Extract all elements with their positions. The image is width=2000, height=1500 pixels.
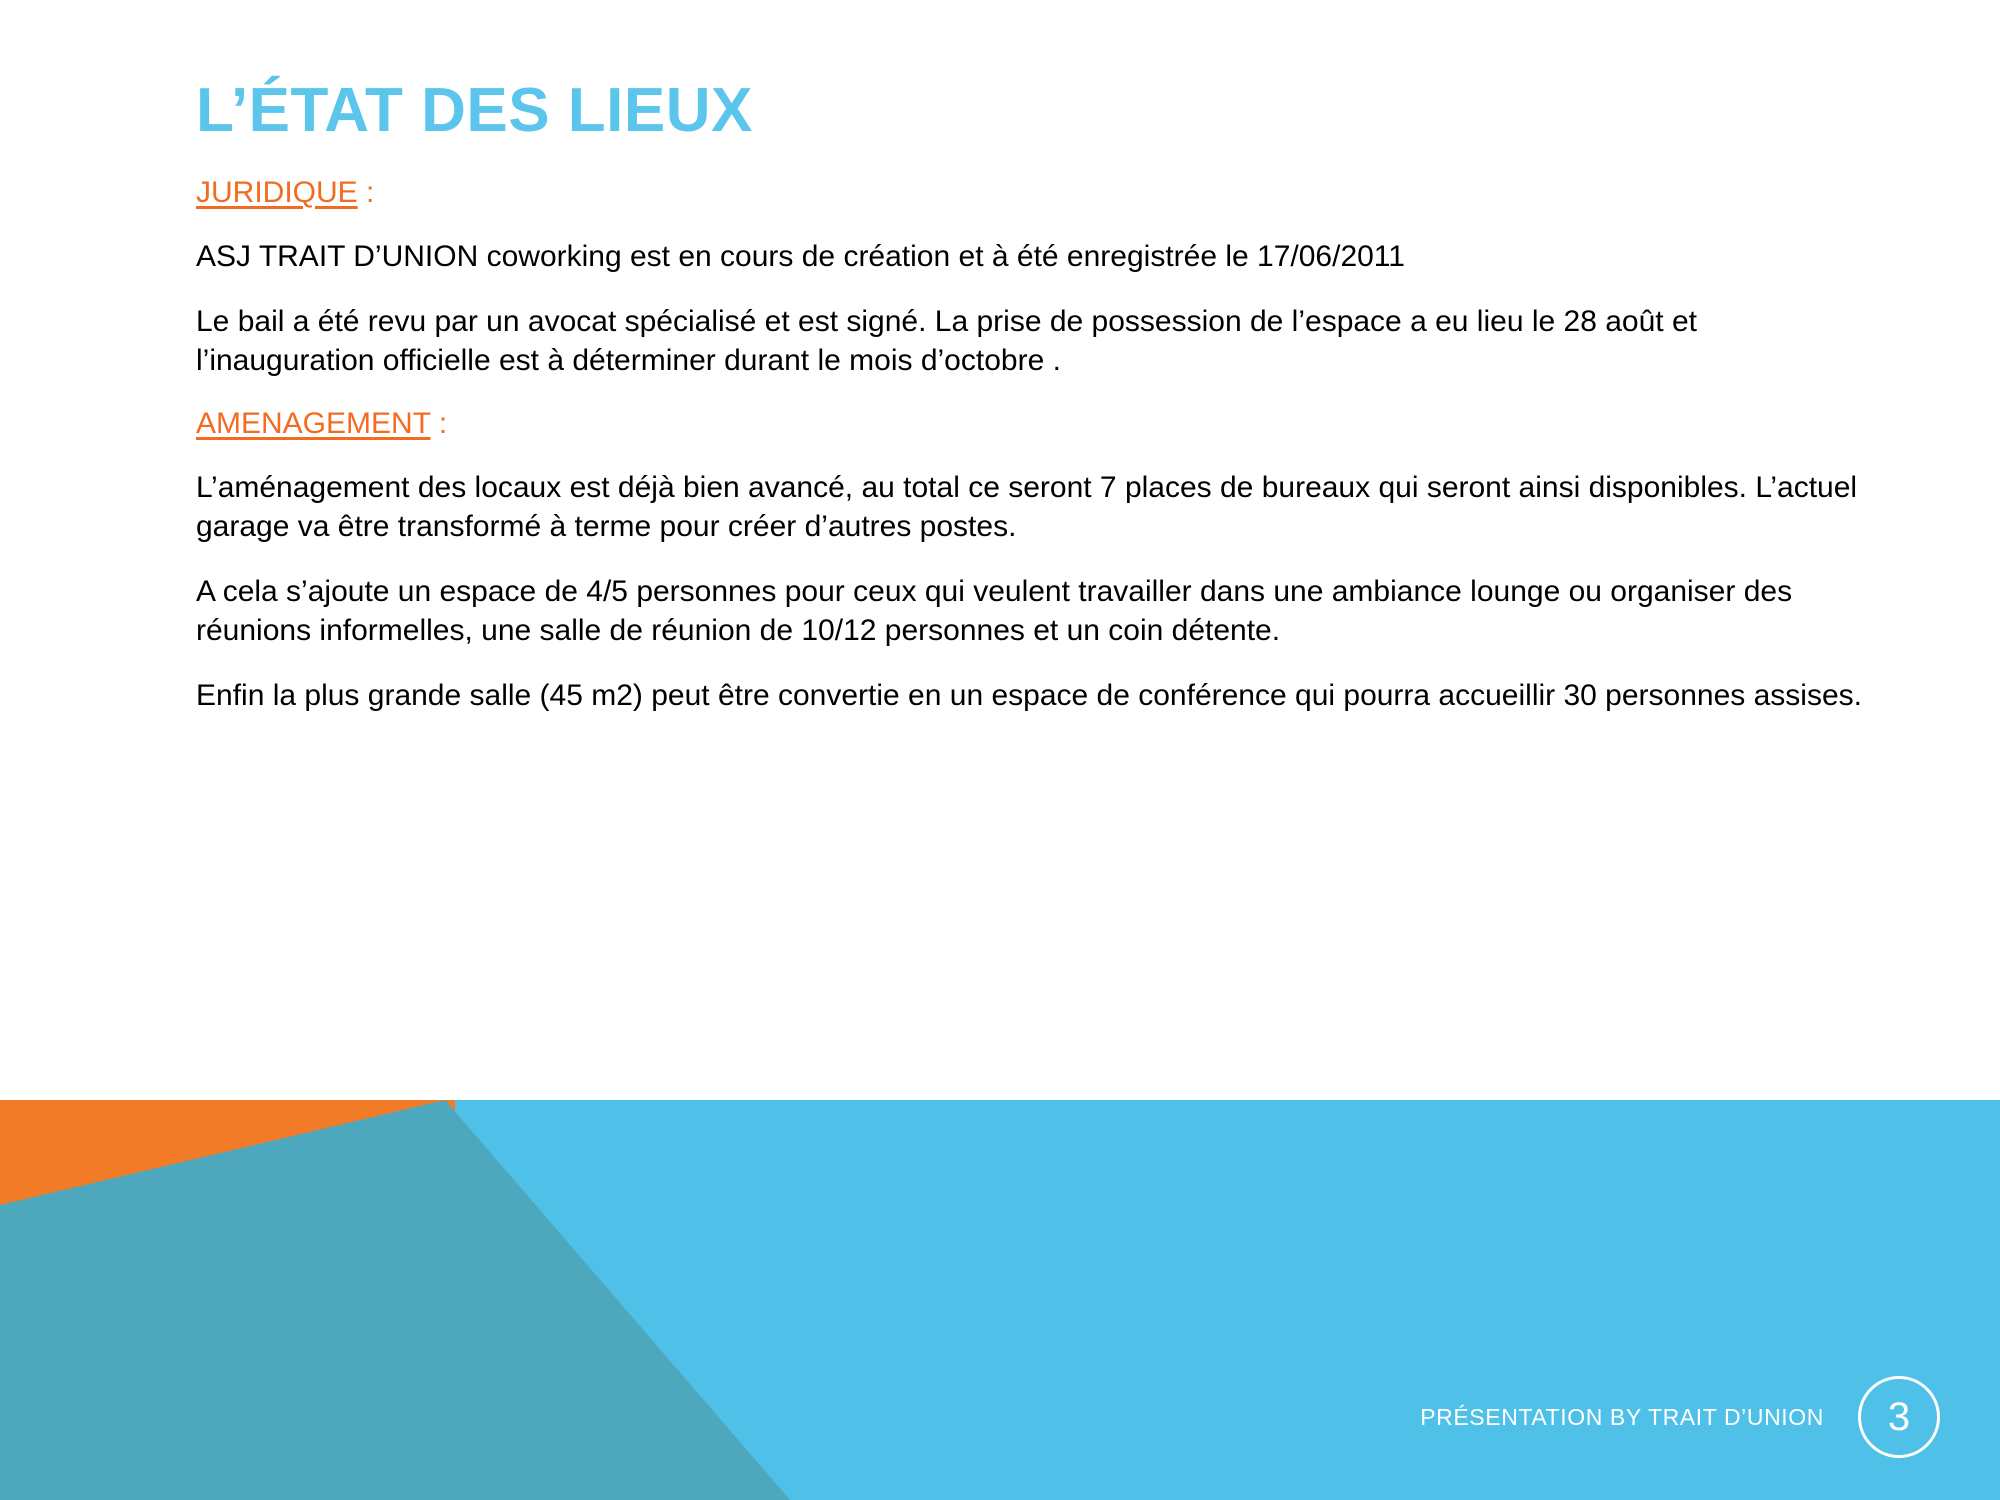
section-heading-juridique-suffix: : — [357, 176, 375, 210]
section-heading-amenagement-label: AMENAGEMENT — [196, 407, 431, 441]
paragraph-amenagement-3: Enfin la plus grande salle (45 m2) peut être convertie en un espace de conférence qui pourra accueillir 30 personnes assises. — [196, 679, 1862, 713]
page-number: 3 — [1887, 1395, 1911, 1439]
page-number-badge — [1858, 1376, 1940, 1458]
paragraph-amenagement-2: A cela s’ajoute un espace de 4/5 personnes pour ceux qui veulent travailler dans une ambiance lounge ou organiser des réunions informelles, une salle de réunion de 10/12 personnes et un coin détente. — [196, 575, 1793, 648]
section-heading-juridique — [196, 175, 1896, 211]
slide-content — [196, 78, 1896, 741]
section-heading-juridique-label: JURIDIQUE — [196, 176, 358, 210]
paragraph-amenagement-1: L’aménagement des locaux est déjà bien avancé, au total ce seront 7 places de bureaux qui seront ainsi disponibles. L’actuel garage va être transformé à terme pour créer d’autres postes. — [196, 471, 1858, 544]
section-heading-amenagement — [196, 406, 1896, 442]
footer-label: PRÉSENTATION BY TRAIT D’UNION — [1420, 1403, 1824, 1430]
section-heading-amenagement-suffix: : — [430, 407, 448, 441]
paragraph-juridique-1: ASJ TRAIT D’UNION coworking est en cours de création et à été enregistrée le 17/06/2011 — [196, 240, 1405, 274]
paragraph-juridique-2: Le bail a été revu par un avocat spécialisé et est signé. La prise de possession de l’espace a eu lieu le 28 août et l’inauguration officielle est à déterminer durant le mois d’octobre . — [196, 305, 1697, 378]
page-title: L’ÉTAT DES LIEUX — [196, 76, 753, 145]
slide-footer — [1420, 1376, 1940, 1458]
